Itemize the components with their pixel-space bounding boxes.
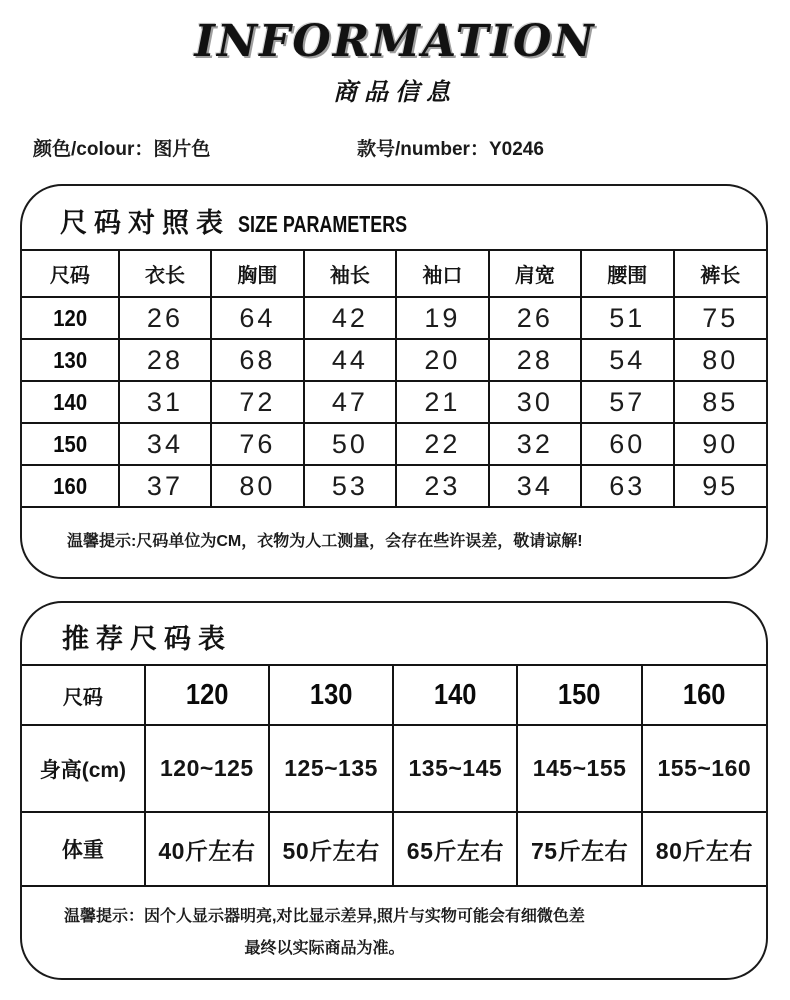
size-label: 150 [22,423,119,465]
note-line2: 最终以实际商品为准。 [244,940,405,957]
cell-value: 75 [674,297,766,339]
product-number [357,134,544,161]
color-value: 图片色 [153,139,211,160]
size-label: 140 [22,381,119,423]
cell-value: 65斤左右 [393,812,517,886]
size-header: 160 [642,665,766,725]
cell-value: 30 [489,381,581,423]
row-label-weight: 体重 [22,812,145,886]
cell-value: 76 [211,423,303,465]
product-color [33,134,210,161]
cell-value: 135~145 [393,725,517,812]
cell-value: 19 [396,297,488,339]
recommend-header-row [22,665,766,725]
cell-value: 145~155 [517,725,641,812]
cell-value: 120~125 [145,725,269,812]
cell-value: 31 [119,381,211,423]
cell-value: 50斤左右 [269,812,393,886]
size-header: 150 [517,665,641,725]
cell-value: 72 [211,381,303,423]
cell-value: 53 [304,465,396,507]
cell-value: 28 [489,339,581,381]
row-label-height: 身高(cm) [22,725,145,812]
cell-value: 50 [304,423,396,465]
table-row-150 [22,423,766,465]
size-table-title [22,186,766,249]
table-row-130 [22,339,766,381]
cell-value: 63 [581,465,673,507]
cell-value: 26 [119,297,211,339]
cell-value: 57 [581,381,673,423]
number-label: 款号/number： [357,139,489,160]
cell-value: 23 [396,465,488,507]
cell-value: 90 [674,423,766,465]
cell-value: 42 [304,297,396,339]
size-table [22,249,766,508]
size-table-title-cn: 尺码对照表 [60,208,230,238]
cell-value: 22 [396,423,488,465]
col-header-cuff: 袖口 [396,250,488,297]
table-row-120 [22,297,766,339]
col-header-length: 衣长 [119,250,211,297]
col-header-shoulder: 肩宽 [489,250,581,297]
size-parameters-panel [20,184,768,579]
size-label: 160 [22,465,119,507]
cell-value: 95 [674,465,766,507]
cell-value: 34 [119,423,211,465]
note-block [64,903,585,958]
table-row-160 [22,465,766,507]
page-title: INFORMATION [194,16,596,67]
cell-value: 75斤左右 [517,812,641,886]
recommend-table-title [22,603,766,664]
cell-value: 47 [304,381,396,423]
cell-value: 54 [581,339,673,381]
size-header: 120 [145,665,269,725]
size-table-note: 温馨提示:尺码单位为CM，衣物为人工测量，会存在些许误差，敬请谅解! [67,533,583,550]
cell-value: 80 [674,339,766,381]
col-header-size: 尺码 [22,250,119,297]
recommend-table-title-cn: 推荐尺码表 [62,624,232,654]
height-row [22,725,766,812]
recommend-table-note [22,887,766,978]
size-table-header-row [22,250,766,297]
note-line1: 温馨提示：因个人显示器明亮,对比显示差异,照片与实物可能会有细微色差 [64,908,585,925]
col-header-chest: 胸围 [211,250,303,297]
table-row-140 [22,381,766,423]
cell-value: 125~135 [269,725,393,812]
cell-value: 80斤左右 [642,812,766,886]
cell-value: 68 [211,339,303,381]
cell-value: 40斤左右 [145,812,269,886]
col-header-waist: 腰围 [581,250,673,297]
size-header: 130 [269,665,393,725]
recommend-table [22,664,766,887]
cell-value: 32 [489,423,581,465]
cell-value: 34 [489,465,581,507]
size-header: 140 [393,665,517,725]
cell-value: 26 [489,297,581,339]
weight-row [22,812,766,886]
cell-value: 44 [304,339,396,381]
cell-value: 80 [211,465,303,507]
cell-value: 51 [581,297,673,339]
size-label: 130 [22,339,119,381]
page-subtitle: 商品信息 [333,79,457,106]
cell-value: 20 [396,339,488,381]
col-header-pants: 裤长 [674,250,766,297]
cell-value: 64 [211,297,303,339]
recommend-size-panel [20,601,768,980]
cell-value: 60 [581,423,673,465]
cell-value: 28 [119,339,211,381]
col-header-sleeve: 袖长 [304,250,396,297]
cell-value: 21 [396,381,488,423]
corner-header: 尺码 [22,665,145,725]
size-label: 120 [22,297,119,339]
color-label: 颜色/colour： [33,139,154,160]
cell-value: 37 [119,465,211,507]
cell-value: 155~160 [642,725,766,812]
number-value: Y0246 [488,139,544,160]
cell-value: 85 [674,381,766,423]
product-info-row [0,134,790,160]
size-table-title-en: SIZE PARAMETERS [238,211,408,237]
